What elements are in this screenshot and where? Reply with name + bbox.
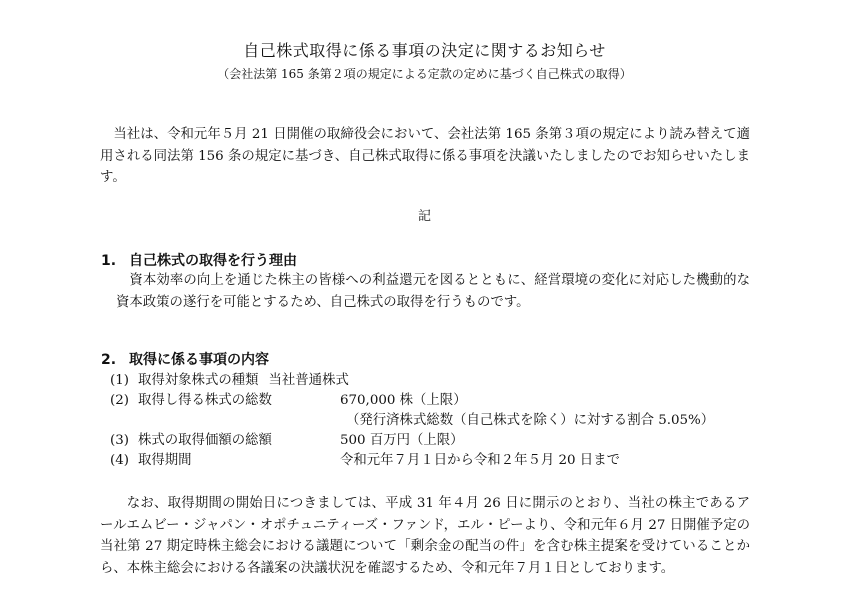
item-total-shares-value: 670,000 株（上限） (340, 393, 467, 408)
item-share-type (110, 371, 349, 391)
item-period (110, 451, 192, 471)
document-title: 自己株式取得に係る事項の決定に関するお知らせ (243, 41, 606, 60)
item-total-shares-note: （発行済株式総数（自己株式を除く）に対する割合 5.05%） (346, 413, 715, 428)
section1-heading (101, 251, 297, 271)
document-subtitle: （会社法第 165 条第２項の規定による定款の定めに基づく自己株式の取得） (217, 67, 632, 81)
section1-number: 1. (101, 253, 117, 269)
item-label: (3) (110, 433, 129, 448)
item-label: (2) (110, 393, 129, 408)
item-text: 取得対象株式の種類 (138, 373, 259, 388)
section2-heading (101, 350, 269, 370)
item-text: 株式の取得価額の総額 (138, 433, 272, 448)
item-text: 取得し得る株式の総数 (138, 393, 272, 408)
section2-body: なお、取得期間の開始日につきましては、平成 31 年４月 26 日に開示のとおり、当社の株主であるアールエムビー・ジャパン・オポチュニティーズ・ファンド，エル・ピーより、令和元年６月 27 日開催予定の当社第 27 期定時株主総会における議題について「剰余金の配当の件」を含む株主提案を受けていることから、本株主総会における各議案の決議状況を確認するため、令和元年７月１日としております。 (100, 496, 750, 576)
item-text: 取得期間 (138, 453, 192, 468)
item-label: (4) (110, 453, 129, 468)
item-total-amount (110, 431, 272, 451)
section1-body: 資本効率の向上を通じた株主の皆様への利益還元を図るとともに、経営環境の変化に対応した機動的な資本政策の遂行を可能とするため、自己株式の取得を行うものです。 (116, 273, 750, 310)
item-total-amount-value: 500 百万円（上限） (340, 433, 464, 448)
section1-title: 自己株式の取得を行う理由 (129, 253, 297, 269)
section2-title: 取得に係る事項の内容 (129, 352, 269, 368)
item-label: (1) (110, 373, 129, 388)
item-value: 当社普通株式 (268, 373, 349, 388)
item-total-shares (110, 391, 272, 411)
section2-number: 2. (101, 352, 117, 368)
intro-paragraph: 当社は、令和元年５月 21 日開催の取締役会において、会社法第 165 条第３項の規定により読み替えて適用される同法第 156 条の規定に基づき、自己株式取得に係る事項を決議いたしましたのでお知らせいたします。 (100, 127, 750, 185)
ki-marker: 記 (417, 209, 431, 224)
item-period-value: 令和元年７月１日から令和２年５月 20 日まで (340, 453, 620, 468)
